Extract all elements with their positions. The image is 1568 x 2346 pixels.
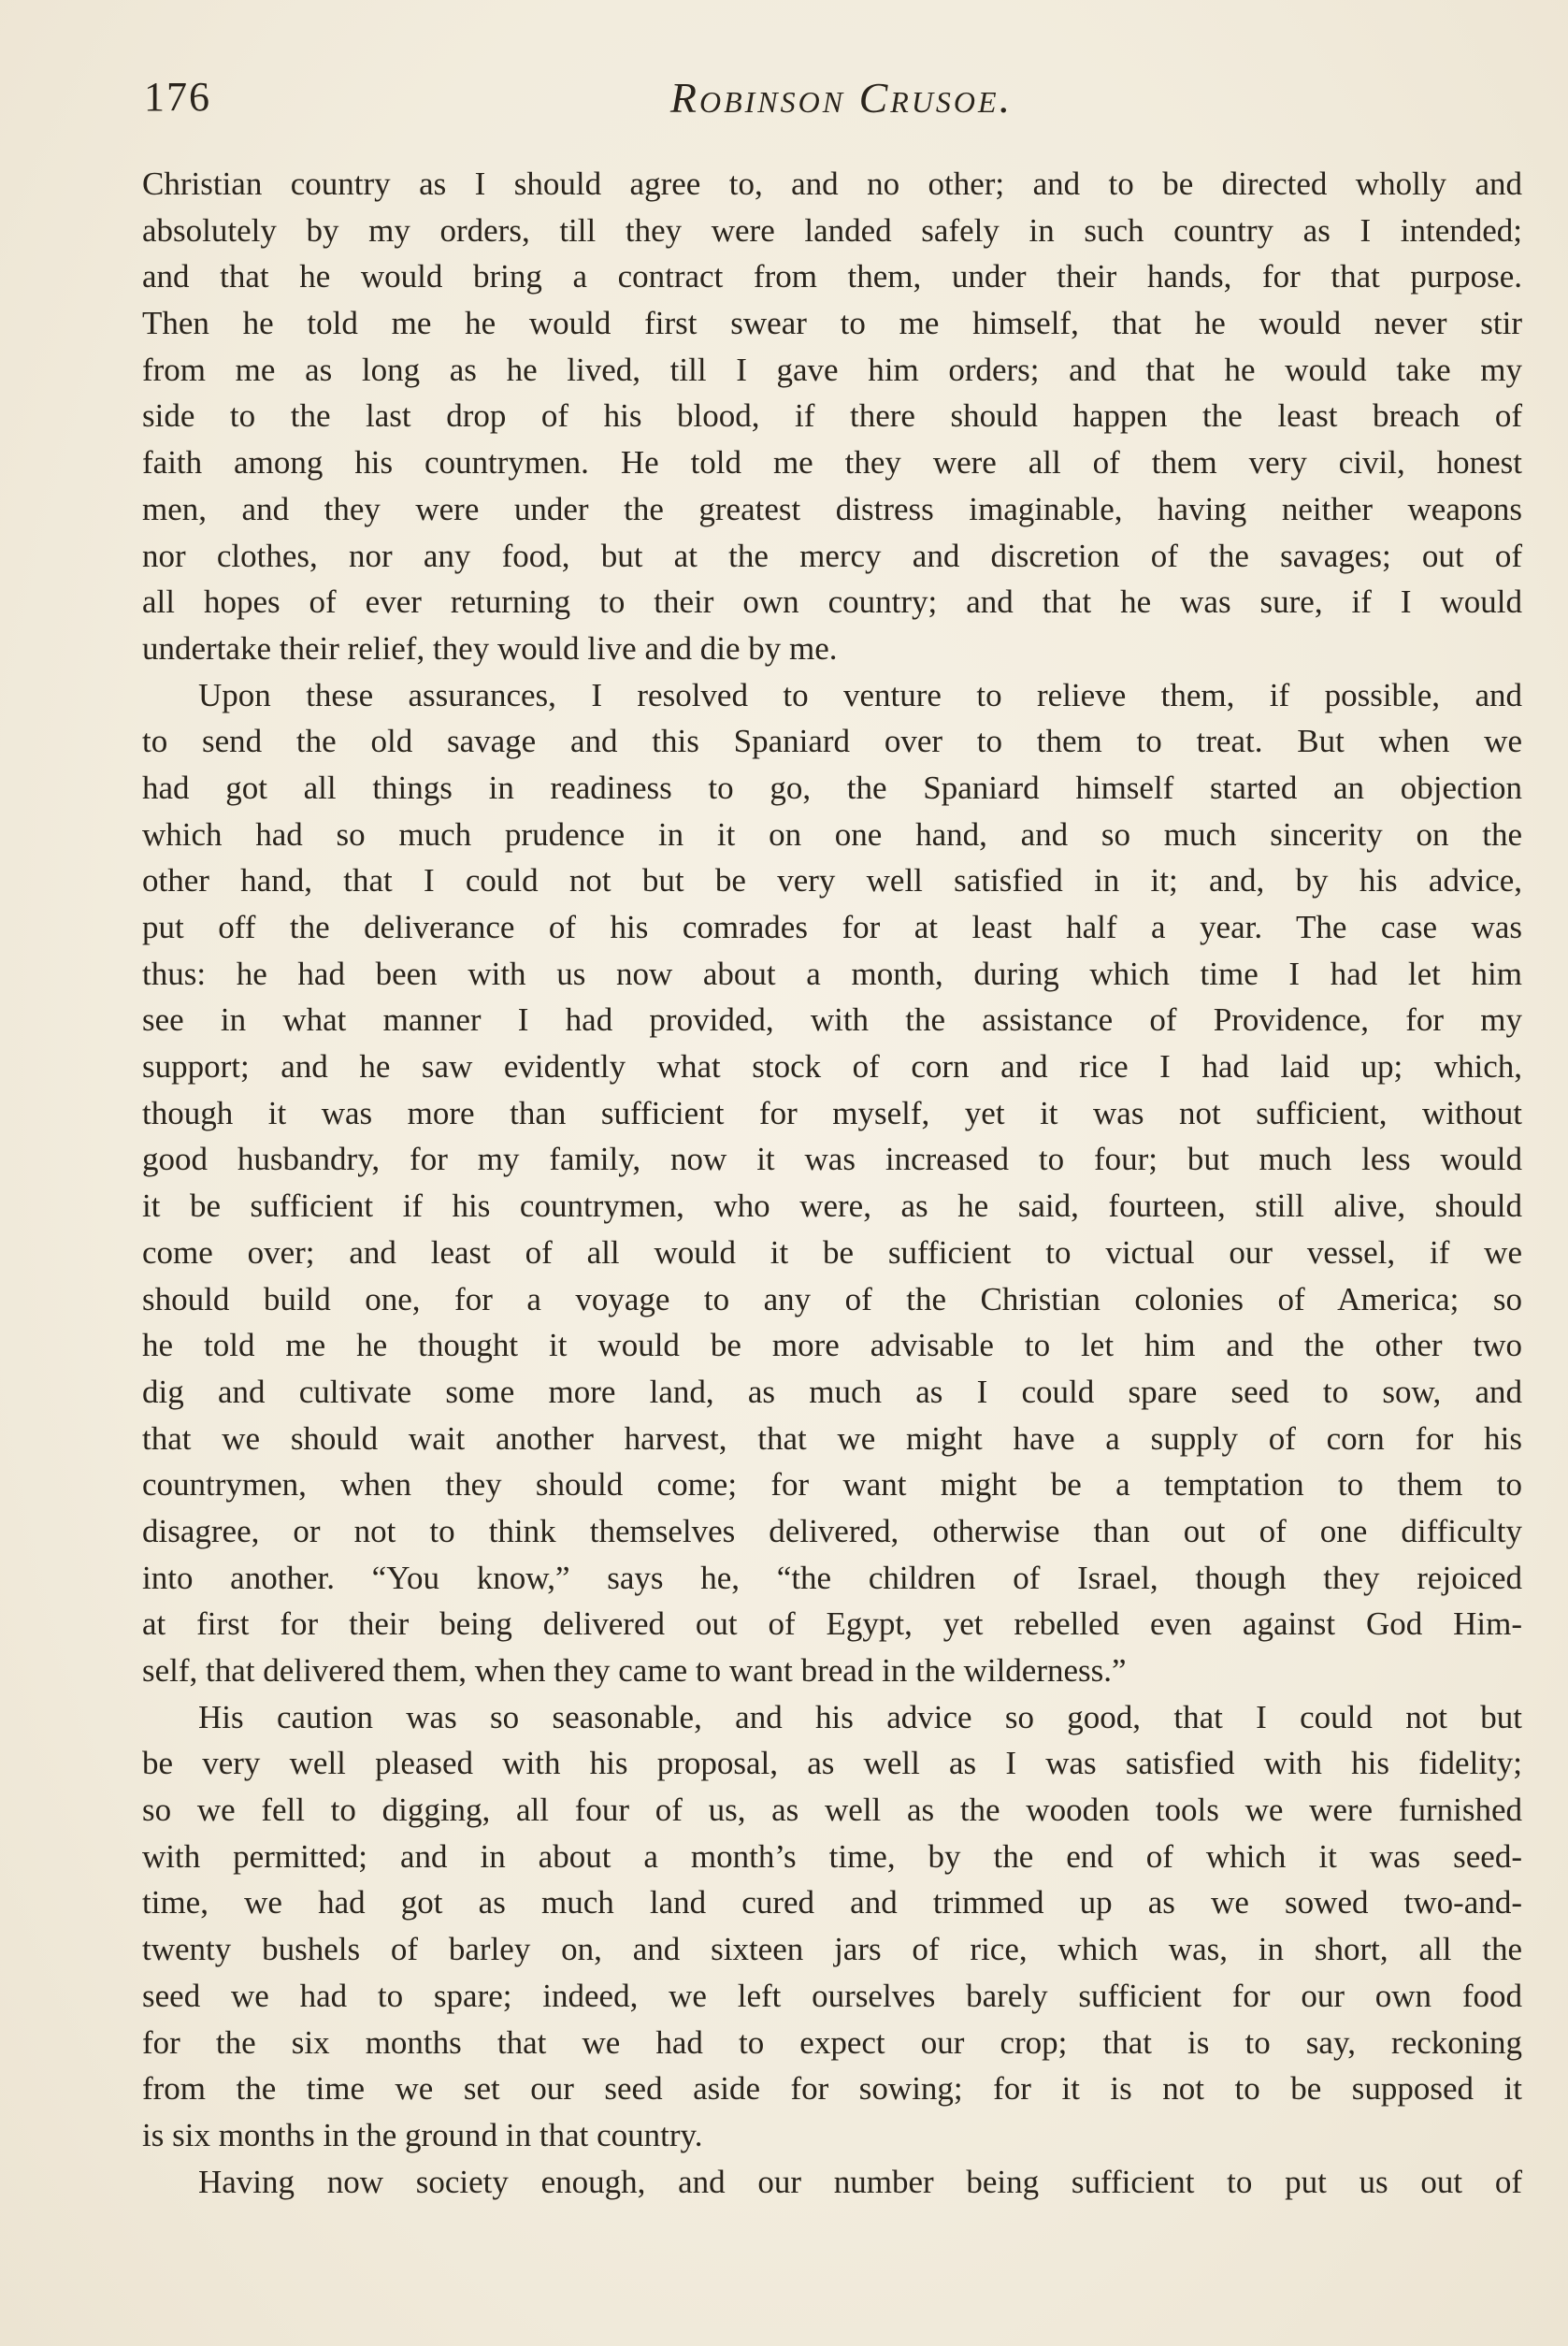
text-line: thus: he had been with us now about a month, during which time I had let him [142, 955, 1522, 992]
text-line: had got all things in readiness to go, the Spaniard himself started an objection [142, 769, 1522, 806]
text-line: be very well pleased with his proposal, as well as I was satisfied with his fidelity; [142, 1745, 1522, 1782]
text-line: into another. “You know,” says he, “the children of Israel, though they rejoiced [142, 1559, 1522, 1596]
text-line: though it was more than sufficient for myself, yet it was not sufficient, without [142, 1094, 1522, 1131]
text-line: disagree, or not to think themselves delivered, otherwise than out of one difficulty [142, 1512, 1522, 1549]
text-line: His caution was so seasonable, and his advice so good, that I could not but [198, 1698, 1522, 1735]
text-line: support; and he saw evidently what stock of corn and rice I had laid up; which, [142, 1048, 1522, 1086]
text-line: should build one, for a voyage to any of the Christian colonies of America; so [142, 1280, 1522, 1317]
text-line: undertake their relief, they would live and die by me. [142, 629, 838, 667]
text-line: from the time we set our seed aside for sowing; for it is not to be supposed it [142, 2070, 1522, 2108]
text-line: to send the old savage and this Spaniard over to them to treat. But when we [142, 723, 1522, 760]
text-line: Christian country as I should agree to, and no other; and to be directed wholly and [142, 166, 1522, 202]
text-line: all hopes of ever returning to their own country; and that he was sure, if I would [142, 583, 1522, 621]
text-line: come over; and least of all would it be sufficient to victual our vessel, if we [142, 1233, 1522, 1271]
text-line: see in what manner I had provided, with the assistance of Providence, for my [142, 1001, 1522, 1039]
text-line: side to the last drop of his blood, if there should happen the least breach of [142, 397, 1522, 435]
text-line: good husbandry, for my family, now it was increased to four; but much less would [142, 1141, 1522, 1178]
running-head: Robinson Crusoe. [669, 74, 1014, 122]
text-line: absolutely by my orders, till they were landed safely in such country as I intended; [142, 211, 1522, 249]
text-line: seed we had to spare; indeed, we left ourselves barely sufficient for our own food [142, 1977, 1522, 2014]
text-line: countrymen, when they should come; for want might be a temptation to them to [142, 1466, 1522, 1504]
text-line: dig and cultivate some more land, as much as I could spare seed to sow, and [142, 1373, 1522, 1410]
body-text [142, 161, 1522, 2205]
page-number: 176 [144, 74, 211, 120]
text-line: Having now society enough, and our number being sufficient to put us out of [198, 2163, 1522, 2200]
text-line: time, we had got as much land cured and trimmed up as we sowed two-and- [142, 1884, 1522, 1921]
text-line: faith among his countrymen. He told me they were all of them very civil, honest [142, 444, 1522, 482]
text-line: from me as long as he lived, till I gave him orders; and that he would take my [142, 351, 1522, 388]
text-line: self, that delivered them, when they came to want bread in the wilderness.” [142, 1652, 1127, 1689]
text-line: is six months in the ground in that country. [142, 2116, 703, 2153]
text-line: nor clothes, nor any food, but at the mercy and discretion of the savages; out of [142, 537, 1522, 574]
text-line: Upon these assurances, I resolved to venture to relieve them, if possible, and [198, 676, 1522, 713]
text-line: other hand, that I could not but be very well satisfied in it; and, by his advice, [142, 862, 1522, 900]
text-line: men, and they were under the greatest distress imaginable, having neither weapons [142, 490, 1522, 527]
text-line: at first for their being delivered out of Egypt, yet rebelled even against God Him- [142, 1605, 1522, 1643]
text-line: with permitted; and in about a month’s time, by the end of which it was seed- [142, 1837, 1522, 1875]
text-line: and that he would bring a contract from them, under their hands, for that purpose. [142, 258, 1522, 295]
text-line: that we should wait another harvest, that we might have a supply of corn for his [142, 1419, 1522, 1457]
text-line: so we fell to digging, all four of us, as well as the wooden tools we were furnished [142, 1792, 1522, 1829]
text-line: he told me he thought it would be more advisable to let him and the other two [142, 1327, 1522, 1364]
text-line: Then he told me he would first swear to me himself, that he would never stir [142, 305, 1522, 342]
text-line: which had so much prudence in it on one hand, and so much sincerity on the [142, 815, 1522, 853]
text-line: put off the deliverance of his comrades for at least half a year. The case was [142, 909, 1522, 945]
text-line: twenty bushels of barley on, and sixteen jars of rice, which was, in short, all the [142, 1931, 1522, 1968]
text-line: it be sufficient if his countrymen, who were, as he said, fourteen, still alive, should [142, 1187, 1522, 1225]
page-header [140, 73, 1524, 129]
text-line: for the six months that we had to expect our crop; that is to say, reckoning [142, 2023, 1522, 2061]
